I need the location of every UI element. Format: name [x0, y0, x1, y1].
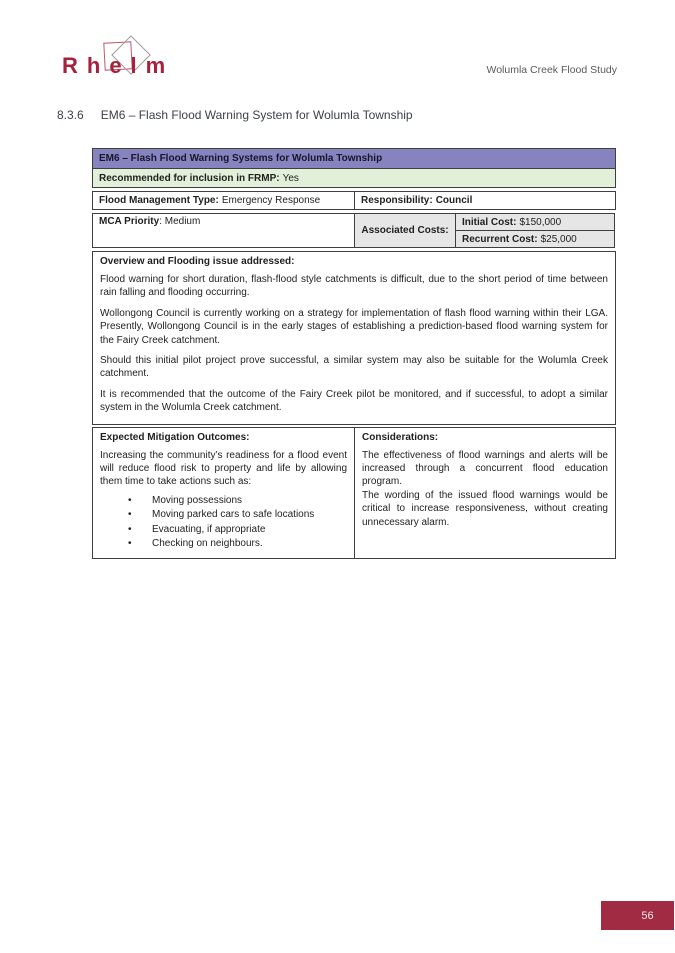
initial-cost-value: $150,000 — [519, 216, 562, 228]
outcomes-bullet-list — [100, 494, 347, 552]
flood-management-value: Emergency Response — [221, 195, 321, 206]
overview-heading: Overview and Flooding issue addressed: — [100, 256, 295, 267]
overview-paragraph: Wollongong Council is currently working on a strategy for implementation of flash flood warning within their LGA. Presently, Wollongong Council is in the early stages of establishing a prediction-based flood warning system for the Fairy Creek catchment. — [100, 307, 608, 346]
mca-priority-value: : Medium — [159, 216, 201, 227]
considerations-cell — [354, 427, 616, 559]
outcomes-intro: Increasing the community’s readiness for a flood event will reduce flood risk to property and life by allowing them time to take actions such as: — [100, 449, 347, 488]
section-number: 8.3.6 — [57, 108, 84, 122]
flood-management-cell — [92, 191, 355, 210]
em6-table — [92, 148, 616, 559]
outcomes-heading: Expected Mitigation Outcomes: — [100, 431, 250, 443]
mca-costs-row — [92, 213, 616, 248]
responsibility-label: Responsibility: — [361, 195, 433, 206]
associated-costs-cell: Associated Costs: — [354, 213, 456, 248]
initial-cost-cell — [455, 213, 615, 231]
outcomes-cell — [92, 427, 355, 559]
considerations-paragraph: The wording of the issued flood warnings would be critical to increase responsiveness, without creating unnecessary alarm. — [362, 489, 608, 528]
outcomes-bullet: • Evacuating, if appropriate — [100, 523, 347, 538]
frmp-value: Yes — [282, 172, 299, 184]
frmp-row — [92, 168, 616, 188]
section-heading — [57, 108, 413, 122]
page-number-badge: 56 — [601, 901, 674, 930]
section-title: EM6 – Flash Flood Warning System for Wolumla Township — [100, 108, 413, 122]
recurrent-cost-value: $25,000 — [540, 233, 577, 245]
recurrent-cost-label: Recurrent Cost: — [462, 233, 538, 245]
mca-priority-label: MCA Priority — [99, 216, 160, 227]
costs-stack — [455, 213, 615, 248]
brand-logo: Rhelm — [62, 53, 175, 78]
considerations-heading: Considerations: — [362, 431, 439, 443]
outcomes-bullet: • Moving possessions — [100, 494, 347, 509]
frmp-label: Recommended for inclusion in FRMP: — [99, 172, 280, 184]
overview-paragraph: It is recommended that the outcome of the Fairy Creek pilot be monitored, and if successful, to adopt a similar system in the Wolumla Creek catchment. — [100, 388, 608, 414]
recurrent-cost-cell — [455, 230, 615, 248]
outcomes-considerations-row — [92, 427, 616, 559]
document-title: Wolumla Creek Flood Study — [486, 64, 617, 76]
responsibility-value: Council — [435, 195, 473, 206]
type-responsibility-row — [92, 191, 616, 210]
mca-priority-cell — [92, 213, 355, 248]
flood-management-label: Flood Management Type: — [99, 195, 219, 206]
overview-paragraph: Flood warning for short duration, flash-flood style catchments is difficult, due to the short period of time between rain falling and flooding occurring. — [100, 274, 608, 299]
overview-section — [92, 251, 616, 425]
responsibility-cell — [354, 191, 616, 210]
outcomes-bullet: • Moving parked cars to safe locations — [100, 508, 347, 523]
overview-paragraph: Should this initial pilot project prove successful, a similar system may also be suitable for the Wolumla Creek catchment. — [100, 355, 608, 380]
considerations-paragraph: The effectiveness of flood warnings and alerts will be increased through a concurrent flood education program. — [362, 449, 608, 488]
outcomes-bullet: • Checking on neighbours. — [100, 537, 347, 552]
table-title-row: EM6 – Flash Flood Warning Systems for Wolumla Township — [92, 148, 616, 169]
initial-cost-label: Initial Cost: — [462, 216, 517, 228]
